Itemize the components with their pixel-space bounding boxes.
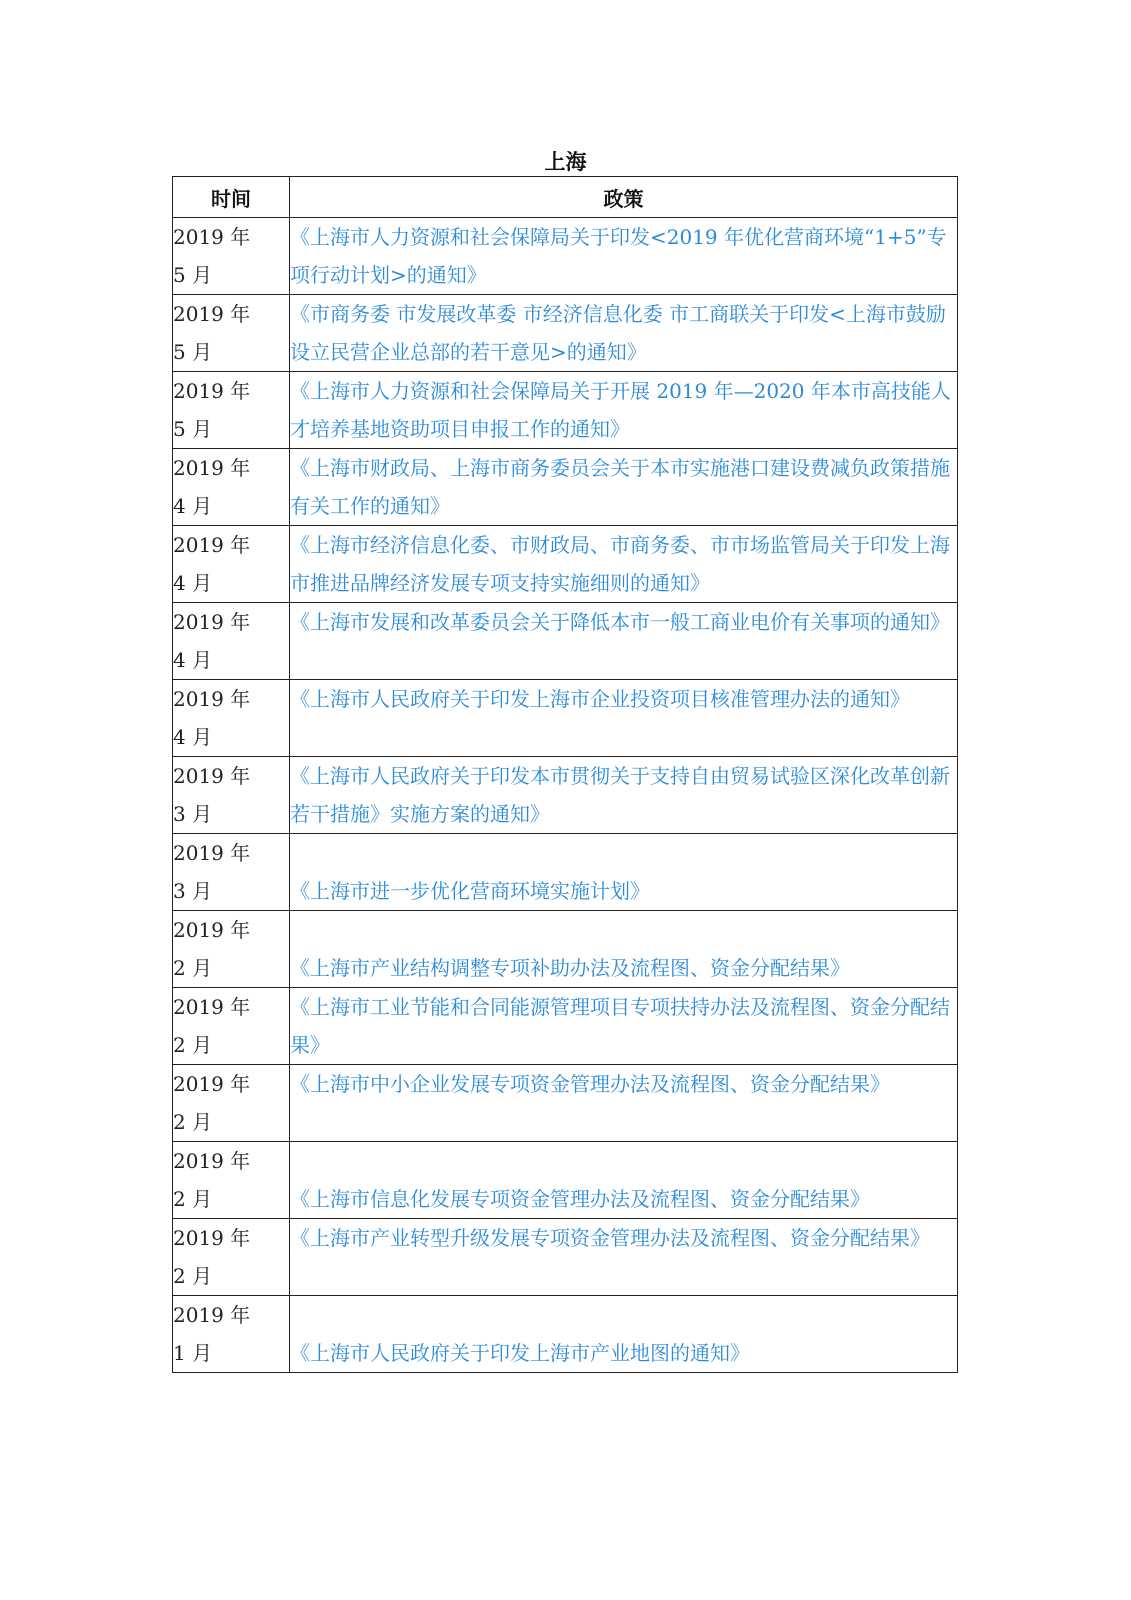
policy-cell	[290, 911, 958, 988]
policy-link[interactable]: 《上海市工业节能和合同能源管理项目专项扶持办法及流程图、资金分配结果》	[290, 995, 950, 1057]
policy-cell	[290, 449, 958, 526]
time-text: 2019 年 2 月	[173, 995, 251, 1057]
time-text: 2019 年 2 月	[173, 1072, 251, 1134]
time-text: 2019 年 5 月	[173, 379, 251, 441]
time-cell	[173, 1142, 290, 1219]
page-title: 上海	[544, 149, 587, 174]
time-text: 2019 年 5 月	[173, 302, 251, 364]
table-row	[173, 1065, 958, 1142]
time-text: 2019 年 3 月	[173, 764, 251, 826]
table-row	[173, 218, 958, 295]
time-cell	[173, 1065, 290, 1142]
time-text: 2019 年 2 月	[173, 1226, 251, 1288]
time-cell	[173, 603, 290, 680]
policy-cell	[290, 1296, 958, 1373]
policy-link[interactable]: 《上海市人民政府关于印发本市贯彻关于支持自由贸易试验区深化改革创新若干措施》实施方案的通知》	[290, 764, 950, 826]
time-cell	[173, 526, 290, 603]
table-row	[173, 834, 958, 911]
table-row	[173, 1219, 958, 1296]
policy-link[interactable]: 《上海市人民政府关于印发上海市企业投资项目核准管理办法的通知》	[290, 687, 910, 711]
policy-link[interactable]: 《上海市人力资源和社会保障局关于印发<2019 年优化营商环境“1+5”专项行动计划>的通知》	[290, 225, 947, 287]
policy-link[interactable]: 《上海市中小企业发展专项资金管理办法及流程图、资金分配结果》	[290, 1072, 890, 1096]
time-cell	[173, 988, 290, 1065]
time-text: 2019 年 3 月	[173, 841, 251, 903]
time-cell	[173, 911, 290, 988]
policy-cell	[290, 988, 958, 1065]
policy-cell	[290, 1219, 958, 1296]
time-text: 2019 年 4 月	[173, 533, 251, 595]
time-text: 2019 年 1 月	[173, 1303, 251, 1365]
policy-cell	[290, 372, 958, 449]
policy-cell	[290, 757, 958, 834]
policy-cell	[290, 218, 958, 295]
policy-cell	[290, 295, 958, 372]
policy-cell	[290, 834, 958, 911]
table-row	[173, 680, 958, 757]
policy-link[interactable]: 《上海市财政局、上海市商务委员会关于本市实施港口建设费减负政策措施有关工作的通知》	[290, 456, 950, 518]
policy-cell	[290, 1142, 958, 1219]
policy-link[interactable]: 《市商务委 市发展改革委 市经济信息化委 市工商联关于印发<上海市鼓励设立民营企业总部的若干意见>的通知》	[290, 302, 946, 364]
policy-table	[172, 176, 958, 1373]
time-cell	[173, 1296, 290, 1373]
table-row	[173, 603, 958, 680]
policy-cell	[290, 526, 958, 603]
table-row	[173, 757, 958, 834]
policy-cell	[290, 680, 958, 757]
time-cell	[173, 1219, 290, 1296]
policy-link[interactable]: 《上海市产业结构调整专项补助办法及流程图、资金分配结果》	[290, 956, 850, 980]
header-policy: 政策	[290, 177, 958, 218]
table-row	[173, 449, 958, 526]
policy-link[interactable]: 《上海市进一步优化营商环境实施计划》	[290, 879, 650, 903]
time-text: 2019 年 4 月	[173, 456, 251, 518]
policy-cell	[290, 603, 958, 680]
policy-link[interactable]: 《上海市产业转型升级发展专项资金管理办法及流程图、资金分配结果》	[290, 1226, 930, 1250]
time-cell	[173, 295, 290, 372]
time-cell	[173, 372, 290, 449]
policy-link[interactable]: 《上海市经济信息化委、市财政局、市商务委、市市场监管局关于印发上海市推进品牌经济发展专项支持实施细则的通知》	[290, 533, 950, 595]
time-cell	[173, 757, 290, 834]
table-row	[173, 295, 958, 372]
policy-cell	[290, 1065, 958, 1142]
policy-link[interactable]: 《上海市人民政府关于印发上海市产业地图的通知》	[290, 1341, 750, 1365]
table-row	[173, 526, 958, 603]
table-row	[173, 1296, 958, 1373]
time-cell	[173, 834, 290, 911]
table-row	[173, 372, 958, 449]
time-text: 2019 年 4 月	[173, 687, 251, 749]
time-text: 2019 年 2 月	[173, 918, 251, 980]
time-text: 2019 年 5 月	[173, 225, 251, 287]
table-row	[173, 988, 958, 1065]
time-text: 2019 年 4 月	[173, 610, 251, 672]
table-row	[173, 911, 958, 988]
time-text: 2019 年 2 月	[173, 1149, 251, 1211]
table-header-row	[173, 177, 958, 218]
header-time: 时间	[173, 177, 290, 218]
policy-link[interactable]: 《上海市人力资源和社会保障局关于开展 2019 年—2020 年本市高技能人才培养基地资助项目申报工作的通知》	[290, 379, 951, 441]
policy-link[interactable]: 《上海市发展和改革委员会关于降低本市一般工商业电价有关事项的通知》	[290, 610, 950, 634]
time-cell	[173, 449, 290, 526]
time-cell	[173, 680, 290, 757]
table-row	[173, 1142, 958, 1219]
time-cell	[173, 218, 290, 295]
policy-link[interactable]: 《上海市信息化发展专项资金管理办法及流程图、资金分配结果》	[290, 1187, 870, 1211]
